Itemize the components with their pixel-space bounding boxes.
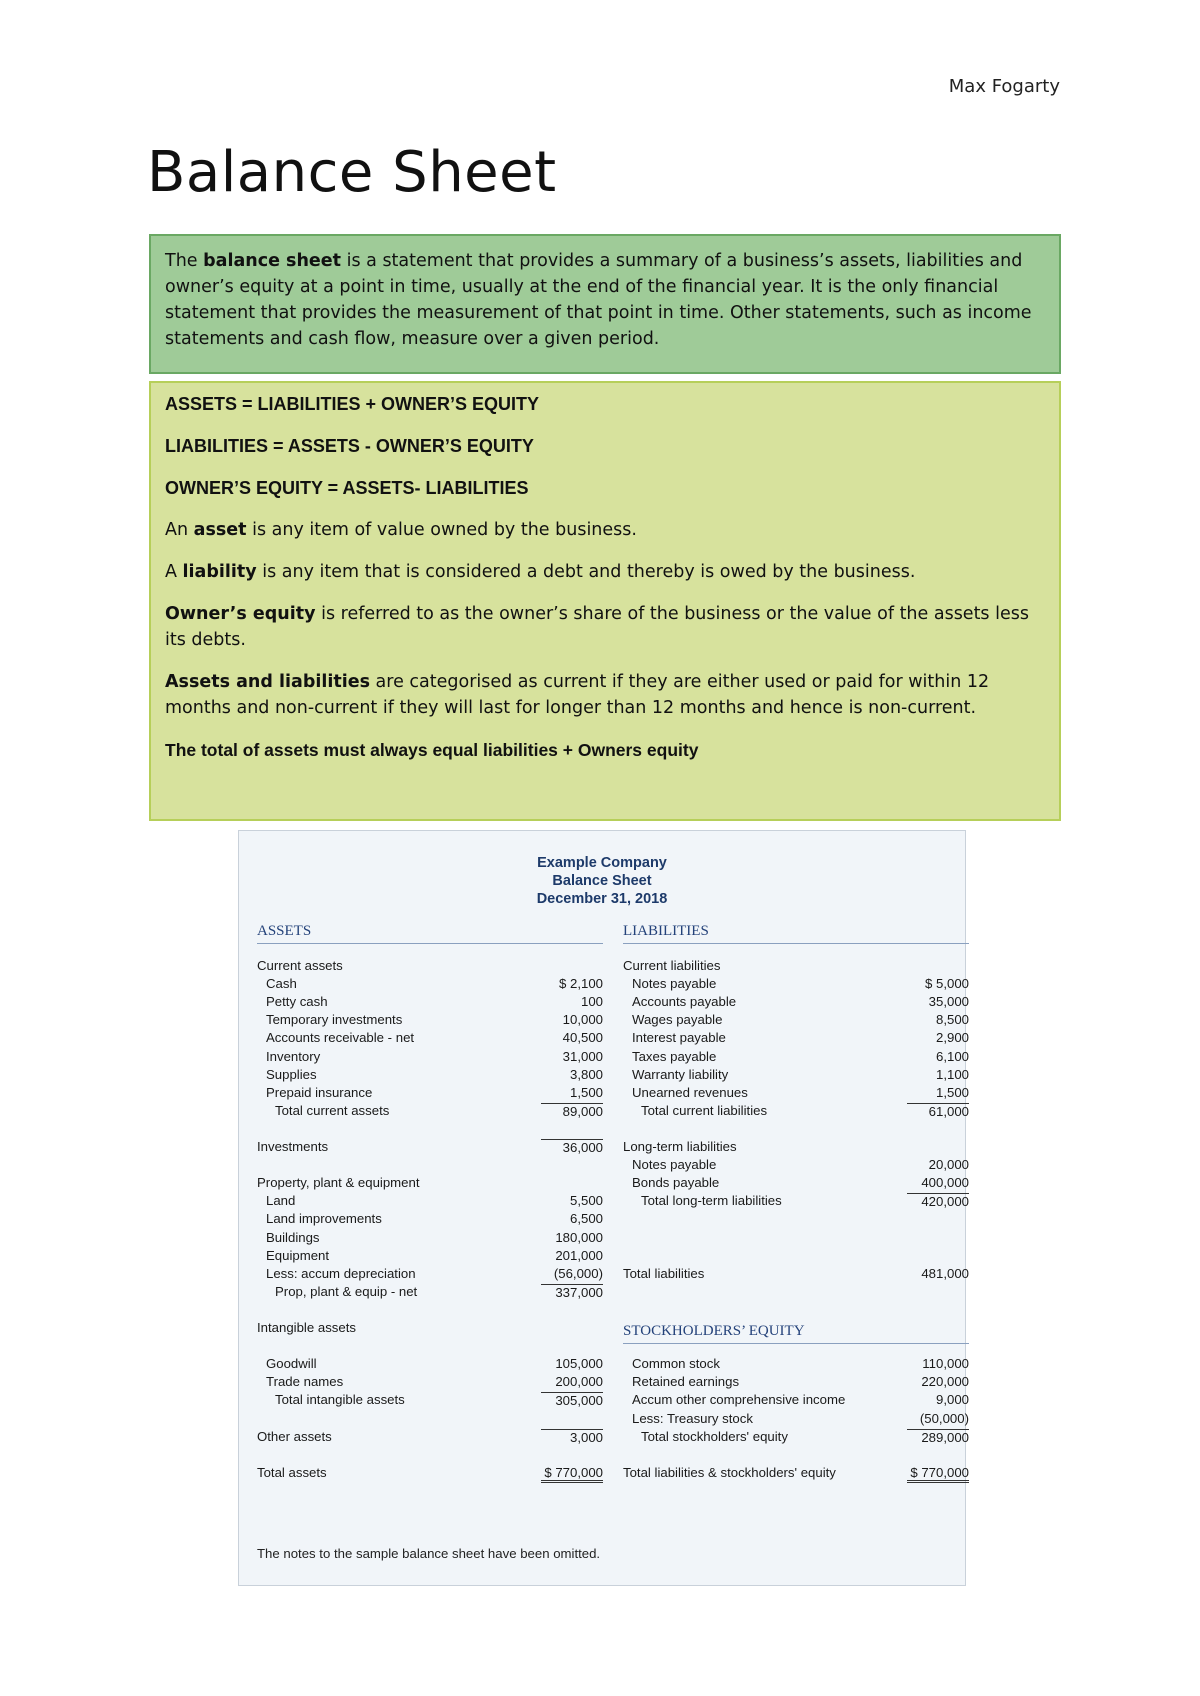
statement-row	[257, 976, 603, 994]
statement-row	[623, 1356, 969, 1374]
term-definitions	[165, 517, 1045, 721]
row-label: Total current liabilities	[641, 1102, 768, 1118]
statement-row	[257, 1103, 603, 1121]
row-amount: 420,000	[907, 1193, 969, 1209]
row-amount: 3,000	[541, 1429, 603, 1445]
statement-row	[257, 1211, 603, 1229]
row-label: Warranty liability	[632, 1066, 729, 1082]
row-label: Prepaid insurance	[266, 1084, 373, 1100]
row-label: Supplies	[266, 1066, 317, 1082]
statement-row	[257, 1392, 603, 1410]
equations-box	[149, 381, 1061, 821]
row-amount: 31,000	[562, 1048, 603, 1064]
row-label: Buildings	[266, 1229, 320, 1245]
statement-row	[623, 1266, 969, 1284]
equity-heading: STOCKHOLDERS’ EQUITY	[623, 1323, 969, 1344]
row-label: Unearned revenues	[632, 1084, 748, 1100]
statement-row	[623, 1465, 969, 1483]
statement-row	[623, 1429, 969, 1447]
row-label: Total intangible assets	[275, 1392, 405, 1408]
row-label: Common stock	[632, 1356, 720, 1372]
row-amount: 337,000	[541, 1284, 603, 1300]
row-amount: 481,000	[921, 1265, 969, 1281]
row-label: Current liabilities	[623, 958, 721, 973]
row-label: Total stockholders' equity	[641, 1428, 788, 1444]
row-amount: 220,000	[921, 1374, 969, 1390]
row-amount: 305,000	[541, 1392, 603, 1408]
row-amount: 6,500	[569, 1211, 603, 1227]
statement-row	[623, 1392, 969, 1410]
statement-row	[623, 958, 969, 976]
row-amount: 6,100	[935, 1048, 969, 1064]
row-amount: $ 2,100	[559, 976, 603, 992]
row-label: Equipment	[266, 1247, 330, 1263]
statement-row	[257, 1121, 603, 1139]
statement-row	[623, 1067, 969, 1085]
equation-3: OWNER’S EQUITY = ASSETS- LIABILITIES	[165, 478, 529, 498]
row-label: Investments	[257, 1139, 329, 1154]
row-amount: 20,000	[928, 1157, 969, 1173]
definition-term: balance sheet	[203, 251, 342, 271]
statement-row	[623, 1030, 969, 1048]
row-amount: 89,000	[541, 1103, 603, 1119]
row-label: Long-term liabilities	[623, 1139, 737, 1154]
row-label: Other assets	[257, 1428, 332, 1444]
definition-text	[165, 251, 1032, 349]
row-label: Property, plant & equipment	[257, 1175, 420, 1191]
statement-row	[257, 1157, 603, 1175]
row-label: Notes payable	[632, 976, 717, 992]
row-label: Bonds payable	[632, 1175, 720, 1191]
statement-row	[623, 1230, 969, 1248]
statement-row	[257, 1411, 603, 1429]
row-amount: 10,000	[562, 1012, 603, 1028]
term-definition: Assets and liabilities are categorised as current if they are either used or paid for within 12 months and non-current if they will last for longer than 12 months and hence is non-current.	[165, 672, 990, 718]
row-amount: 105,000	[555, 1356, 603, 1372]
row-label: Petty cash	[266, 994, 328, 1010]
row-label: Retained earnings	[632, 1374, 740, 1390]
statement-row	[257, 1374, 603, 1392]
row-label: Less: accum depreciation	[266, 1265, 416, 1281]
row-label: Total liabilities & stockholders' equity	[623, 1464, 836, 1480]
row-label: Trade names	[266, 1374, 344, 1390]
row-amount: $ 770,000	[541, 1465, 603, 1483]
statement-name: Balance Sheet	[552, 873, 652, 889]
row-label: Total liabilities	[623, 1265, 705, 1281]
statement-row	[623, 1049, 969, 1067]
statement-row	[257, 1067, 603, 1085]
row-label: Cash	[266, 976, 297, 992]
liabilities-rows	[623, 958, 969, 1483]
statement-row	[623, 1175, 969, 1193]
assets-rows	[257, 958, 603, 1483]
row-amount: 36,000	[541, 1139, 603, 1155]
row-amount: (50,000)	[919, 1410, 969, 1426]
statement-row	[257, 1030, 603, 1048]
statement-row	[623, 994, 969, 1012]
statement-row	[257, 1049, 603, 1067]
row-label: Total long-term liabilities	[641, 1193, 782, 1209]
liabilities-heading: LIABILITIES	[623, 923, 969, 944]
row-amount: (56,000)	[553, 1265, 603, 1281]
statement-row	[623, 1374, 969, 1392]
row-label: Intangible assets	[257, 1320, 356, 1335]
row-label: Current assets	[257, 958, 343, 973]
defined-term: asset	[193, 520, 247, 540]
row-amount: 180,000	[555, 1229, 603, 1245]
row-amount: 110,000	[922, 1356, 969, 1372]
statement-row	[257, 1465, 603, 1483]
row-label: Accum other comprehensive income	[632, 1392, 846, 1408]
statement-row	[257, 1266, 603, 1284]
page-title: Balance Sheet	[147, 140, 557, 205]
statement-row	[623, 1193, 969, 1211]
term-definition: Owner’s equity is referred to as the owner’s share of the business or the value of the assets less its debts.	[165, 604, 1029, 650]
statement-row	[257, 1429, 603, 1447]
balance-sheet-image	[238, 830, 969, 1586]
statement-row	[623, 1103, 969, 1121]
row-label: Notes payable	[632, 1157, 717, 1173]
row-amount: $ 770,000	[907, 1465, 969, 1483]
statement-row	[623, 1411, 969, 1429]
row-label: Accounts receivable - net	[266, 1030, 415, 1046]
row-amount: 40,500	[562, 1030, 603, 1046]
statement-row	[257, 1356, 603, 1374]
statement-row	[257, 1085, 603, 1103]
assets-heading: ASSETS	[257, 923, 603, 944]
statement-row	[623, 1012, 969, 1030]
statement-row	[257, 1193, 603, 1211]
statement-row	[257, 1338, 603, 1356]
defined-term: liability	[182, 562, 257, 582]
row-amount: 61,000	[907, 1103, 969, 1119]
term-definition: A liability is any item that is considered a debt and thereby is owed by the business.	[165, 562, 916, 582]
row-amount: $ 5,000	[925, 976, 969, 992]
row-label: Land	[266, 1193, 296, 1209]
statement-row	[257, 958, 603, 976]
assets-column	[257, 923, 603, 1483]
statement-date: December 31, 2018	[536, 891, 668, 907]
row-amount: 1,100	[935, 1066, 969, 1082]
row-label: Total current assets	[275, 1102, 390, 1118]
statement-row	[257, 1447, 603, 1465]
row-amount: 100	[580, 994, 603, 1010]
equation-1: ASSETS = LIABILITIES + OWNER’S EQUITY	[165, 394, 540, 414]
row-label: Inventory	[266, 1048, 321, 1064]
statement-row	[623, 976, 969, 994]
row-label: Wages payable	[632, 1012, 723, 1028]
statement-row	[257, 1302, 603, 1320]
definition-box	[149, 234, 1061, 374]
row-label: Prop, plant & equip - net	[275, 1283, 418, 1299]
row-label: Interest payable	[632, 1030, 726, 1046]
row-label: Taxes payable	[632, 1048, 717, 1064]
row-amount: 3,800	[569, 1066, 603, 1082]
statement-row	[257, 994, 603, 1012]
balance-sheet-note: The notes to the sample balance sheet have been omitted.	[257, 1546, 601, 1561]
closing-statement: The total of assets must always equal liabilities + Owners equity	[165, 740, 699, 760]
definition-run: is a statement that provides a summary of a business’s assets, liabilities and owner’s equity at a point in time, usually at the end of the financial year. It is the only financial statement that provides the measurement of that point in time. Other statements, such as income statements and cash flow, measure over a given period.	[165, 251, 1032, 349]
statement-row	[623, 1157, 969, 1175]
row-amount: 400,000	[921, 1175, 969, 1191]
row-amount: 201,000	[555, 1247, 603, 1263]
row-amount: 5,500	[569, 1193, 603, 1209]
statement-row	[623, 1447, 969, 1465]
statement-row	[257, 1230, 603, 1248]
equity-heading-wrap	[623, 1323, 969, 1344]
row-amount: 9,000	[935, 1392, 969, 1408]
row-amount: 289,000	[907, 1429, 969, 1445]
row-label: Accounts payable	[632, 994, 737, 1010]
defined-term: Owner’s equity	[165, 604, 316, 624]
statement-row	[257, 1284, 603, 1302]
row-label: Total assets	[257, 1464, 327, 1480]
equation-2: LIABILITIES = ASSETS - OWNER’S EQUITY	[165, 436, 534, 456]
statement-row	[623, 1302, 969, 1320]
row-label: Goodwill	[266, 1356, 317, 1372]
row-amount: 2,900	[935, 1030, 969, 1046]
row-label: Land improvements	[266, 1211, 382, 1227]
row-amount: 1,500	[935, 1084, 969, 1100]
term-definition: An asset is any item of value owned by the business.	[165, 520, 637, 540]
statement-row	[257, 1139, 603, 1157]
statement-row	[623, 1284, 969, 1302]
statement-row	[623, 1121, 969, 1139]
row-amount: 8,500	[935, 1012, 969, 1028]
row-amount: 200,000	[555, 1374, 603, 1390]
company-name: Example Company	[537, 855, 667, 871]
statement-row	[623, 1211, 969, 1229]
statement-row	[257, 1248, 603, 1266]
statement-row	[257, 1320, 603, 1338]
statement-row	[623, 1085, 969, 1103]
statement-row	[257, 1012, 603, 1030]
author-name: Max Fogarty	[948, 76, 1060, 97]
row-amount: 1,500	[569, 1084, 603, 1100]
liabilities-column	[623, 923, 969, 1483]
row-label: Temporary investments	[266, 1012, 403, 1028]
row-label: Less: Treasury stock	[632, 1410, 753, 1426]
row-amount: 35,000	[928, 994, 969, 1010]
statement-row	[623, 1248, 969, 1266]
statement-row	[623, 1139, 969, 1157]
defined-term: Assets and liabilities	[165, 672, 370, 692]
definition-run: The	[165, 251, 204, 271]
statement-row	[257, 1175, 603, 1193]
